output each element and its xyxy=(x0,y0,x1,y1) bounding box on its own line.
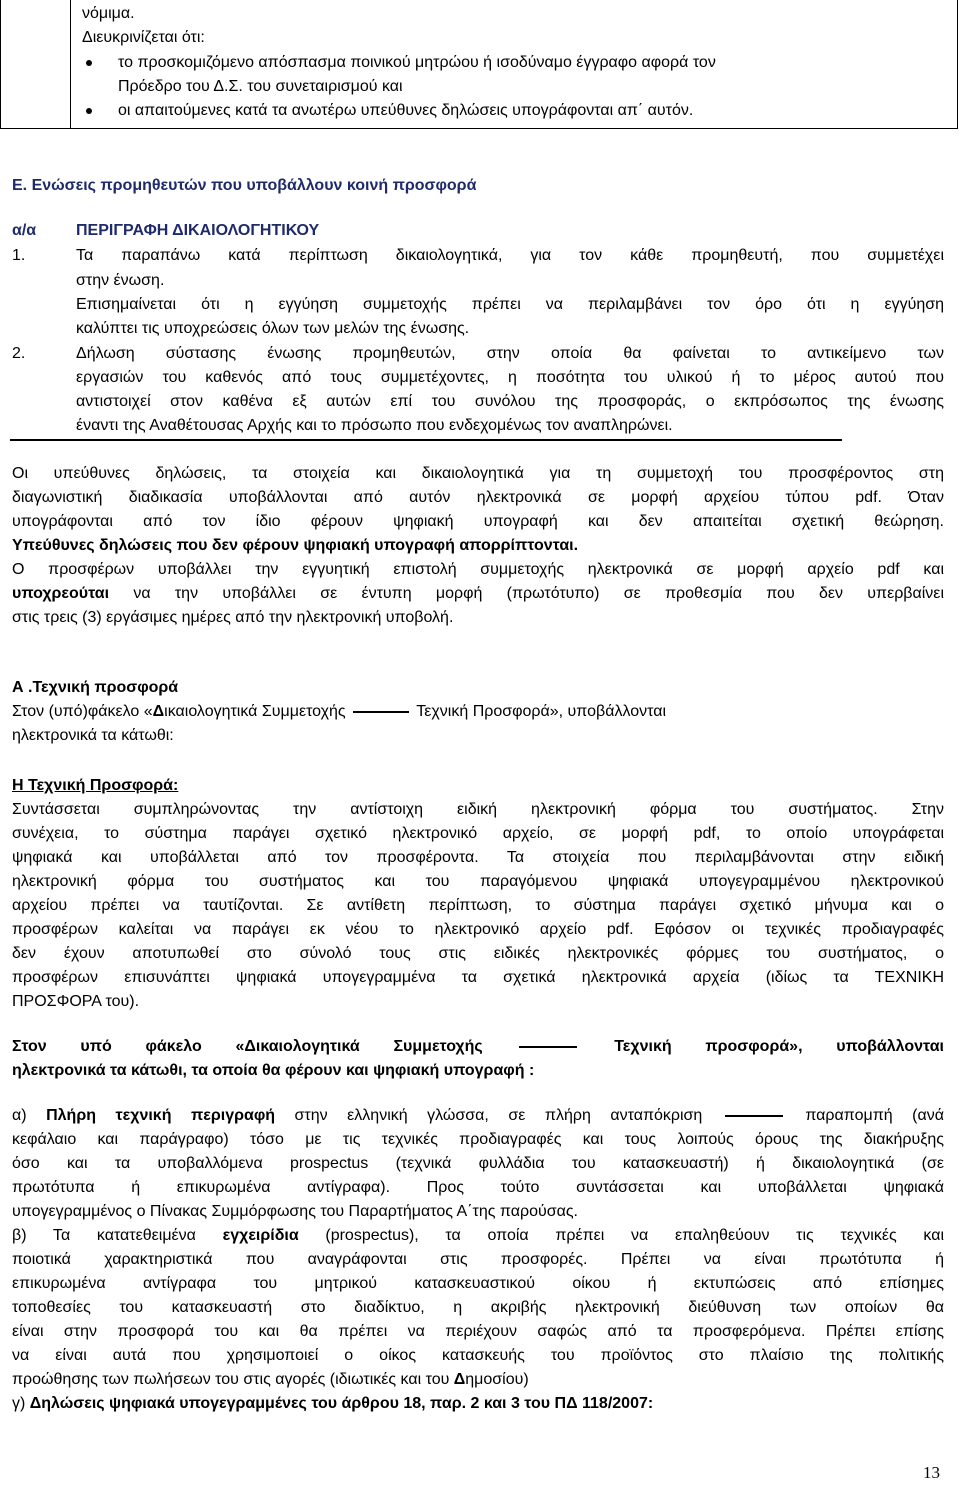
item-b-line: να είναι αυτά που χρησιμοποιεί ο οίκος κατασκευής του προϊόντος στο πλαίσιο της πολιτικής xyxy=(12,1347,944,1364)
row2-text: έναντι της Αναθέτουσας Αρχής και το πρόσωπο που ενδεχομένως τον αναπληρώνει. xyxy=(76,417,673,434)
text-run: Τεχνική Προσφορά», υποβάλλονται xyxy=(416,703,667,720)
item-b-line: επικυρωμένα αντίγραφα του μητρικού κατασκευαστικού οίκου ή εκτυπώσεις από επίσημες xyxy=(12,1275,944,1292)
bold-warning: Υπεύθυνες δηλώσεις που δεν φέρουν ψηφιακή υπογραφή απορρίπτονται. xyxy=(12,537,579,554)
item-b-line xyxy=(12,1369,529,1391)
text-run: παραπομπή (ανά xyxy=(805,1107,944,1124)
page-number: 13 xyxy=(923,1463,940,1482)
table-text-line: Διευκρινίζεται ότι: xyxy=(82,29,205,46)
bullet-icon xyxy=(86,108,92,114)
paragraph-line: Ο προσφέρων υποβάλλει την εγγυητική επιστολή συμμετοχής ηλεκτρονικά σε μορφή αρχείο pdf και xyxy=(12,561,944,578)
text-run: β) Τα κατατεθειμένα xyxy=(12,1227,223,1244)
text-run: (prospectus), τα οποία πρέπει να επαληθεύουν τις τεχνικές και xyxy=(298,1227,944,1244)
bullet-text: Πρόεδρο του Δ.Σ. του συνεταιρισμού και xyxy=(118,78,403,95)
text-run: στην ελληνική γλώσσα, σε πλήρη ανταπόκριση xyxy=(275,1107,703,1124)
item-a-line xyxy=(12,1105,944,1127)
tech-offer-line: Συντάσσεται συμπληρώνοντας την αντίστοιχη ειδική ηλεκτρονική φόρμα του συστήματος. Στην xyxy=(12,801,944,818)
row1-text: στην ένωση. xyxy=(76,272,165,289)
table-column-divider xyxy=(70,0,71,128)
dash-rule xyxy=(353,711,409,713)
section-a-line: ηλεκτρονικά τα κάτωθι: xyxy=(12,727,174,744)
item-b-line: τοποθεσίες του κατασκευαστή στο διαδίκτυο, η ακριβής ηλεκτρονική διεύθυνση των οποίων θα xyxy=(12,1299,944,1316)
bold-term: υποχρεούται xyxy=(12,585,110,602)
col-header-aa: α/α xyxy=(12,222,37,239)
col-header-description: ΠΕΡΙΓΡΑΦΗ ΔΙΚΑΙΟΛΟΓΗΤΙΚΟΥ xyxy=(76,222,320,239)
table-bottom-rule xyxy=(10,439,842,441)
bullet-text: οι απαιτούμενες κατά τα ανωτέρω υπεύθυνες δηλώσεις υπογράφονται απ΄ αυτόν. xyxy=(118,102,694,119)
item-a-line: πρωτότυπα ή επικυρωμένα αντίγραφα). Προς τούτο συντάσσεται και υποβάλλεται ψηφιακά xyxy=(12,1179,944,1196)
text-run: να την υποβάλλει σε έντυπη μορφή (πρωτότυπο) σε προθεσμία που δεν υπερβαίνει xyxy=(109,585,944,602)
dash-rule xyxy=(725,1115,783,1117)
paragraph-line: διαγωνιστική διαδικασία υποβάλλονται από αυτόν ηλεκτρονικά σε μορφή αρχείου τύπου pdf. Όταν xyxy=(12,489,944,506)
tech-offer-line: συνέχεια, το σύστημα παράγει σχετικό ηλεκτρονικό αρχείο, σε μορφή pdf, το οποίο υπογράφεται xyxy=(12,825,944,842)
section-a-title: Α .Τεχνική προσφορά xyxy=(12,679,179,696)
dash-rule xyxy=(519,1046,577,1048)
item-b-line: ποιοτικά χαρακτηριστικά που αναγράφονται στις προσφορές. Πρέπει να είναι πρωτότυπα ή xyxy=(12,1251,944,1268)
item-a-line: κεφάλαιο και παράγραφο) τόσο με τις τεχνικές προδιαγραφές και τους λοιπούς όρους της διακήρυξης xyxy=(12,1131,944,1148)
bold-term: Δηλώσεις ψηφιακά υπογεγραμμένες του άρθρου 18, παρ. 2 και 3 του ΠΔ 118/2007: xyxy=(29,1395,654,1412)
bold-term: Πλήρη τεχνική περιγραφή xyxy=(46,1107,276,1124)
row1-text: Τα παραπάνω κατά περίπτωση δικαιολογητικά, για τον κάθε προμηθευτή, που συμμετέχει xyxy=(76,247,944,264)
paragraph-line: υπογράφονται από τον ίδιο φέρουν ψηφιακή υπογραφή και δεν απαιτείται σχετική θεώρηση. xyxy=(12,513,944,530)
item-b-line: είναι στην προσφορά του και θα πρέπει να περιέχουν σαφώς από τα προσφερόμενα. Πρέπει επίσης xyxy=(12,1323,944,1340)
row1-text: καλύπτει τις υποχρεώσεις όλων των μελών της ένωσης. xyxy=(76,320,470,337)
table-text-line: νόμιμα. xyxy=(82,5,135,22)
item-b-line xyxy=(12,1225,944,1247)
item-label: α) xyxy=(12,1107,27,1124)
row2-text: εργασιών του καθενός από τους συμμετέχοντες, η ποσότητα του υλικού ή το μέρος αυτού που xyxy=(76,369,944,386)
tech-offer-line: δεν έχουν αποτυπωθεί στο σύνολό τους στις ειδικές ηλεκτρονικές φόρμες του συστήματος, ο xyxy=(12,945,944,962)
row1-text: Επισημαίνεται ότι η εγγύηση συμμετοχής πρέπει να περιλαμβάνει τον όρο ότι η εγγύηση xyxy=(76,296,944,313)
tech-offer-title: Η Τεχνική Προσφορά: xyxy=(12,777,179,794)
paragraph-line xyxy=(12,583,944,605)
envelope-line xyxy=(12,1036,944,1058)
bold-letter: Δ xyxy=(453,1371,466,1388)
tech-offer-line: ψηφιακά και υποβάλλεται από τον προσφέροντα. Τα στοιχεία που περιλαμβάνονται στην ειδική xyxy=(12,849,944,866)
row-number: 2. xyxy=(12,345,26,362)
item-a-line: υπογεγραμμένος ο Πίνακας Συμμόρφωσης του Παραρτήματος Α΄της παρούσας. xyxy=(12,1203,578,1220)
paragraph-line: στις τρεις (3) εργάσιμες ημέρες από την ηλεκτρονική υποβολή. xyxy=(12,609,454,626)
text-run: προώθησης των πωλήσεων του στις αγορές (ιδιωτικές και του xyxy=(12,1371,454,1388)
envelope-line: ηλεκτρονικά τα κάτωθι, τα οποία θα φέρουν και ψηφιακή υπογραφή : xyxy=(12,1062,535,1079)
bold-term: εγχειρίδια xyxy=(222,1227,299,1244)
item-a-line: όσο και τα υποβαλλόμενα prospectus (τεχνικά φυλλάδια του κατασκευαστή) ή δικαιολογητικά (σε xyxy=(12,1155,944,1172)
tech-offer-line: προσφέρων επισυνάπτει ψηφιακά υπογεγραμμένα τα σχετικά ηλεκτρονικά αρχεία (ιδίως τα ΤΕΧΝΙΚΗ xyxy=(12,969,944,986)
row-number: 1. xyxy=(12,247,26,264)
tech-offer-line: αρχείου πρέπει να ταυτίζονται. Σε αντίθετη περίπτωση, το σύστημα παράγει σχετικό μήνυμα και ο xyxy=(12,897,944,914)
section-a-line xyxy=(12,701,666,723)
bullet-text: το προσκομιζόμενο απόσπασμα ποινικού μητρώου ή ισοδύναμο έγγραφο αφορά τον xyxy=(118,54,716,71)
tech-offer-line: ηλεκτρονική φόρμα του συστήματος και του παραγόμενου ψηφιακά υπογεγραμμένου ηλεκτρονικού xyxy=(12,873,944,890)
tech-offer-line: προσφέρων καλείται να παράγει εκ νέου το ηλεκτρονικό αρχείο pdf. Εφόσον οι τεχνικές προδιαγραφές xyxy=(12,921,944,938)
text-run: Στον (υπό)φάκελο « xyxy=(12,703,153,720)
bullet-icon xyxy=(86,60,92,66)
section-e-title: Ε. Ενώσεις προμηθευτών που υποβάλλουν κοινή προσφορά xyxy=(12,177,477,194)
tech-offer-line: ΠΡΟΣΦΟΡΑ του). xyxy=(12,993,140,1010)
text-run: ημοσίου) xyxy=(465,1371,529,1388)
bold-letter: Δ xyxy=(152,703,165,720)
item-c-line xyxy=(12,1393,653,1415)
text-run: Στον υπό φάκελο «Δικαιολογητικά Συμμετοχής xyxy=(12,1038,483,1055)
text-run: Τεχνική προσφορά», υποβάλλονται xyxy=(614,1038,944,1055)
row2-text: αντιστοιχεί στον καθένα εξ αυτών επί του συνόλου της προσφοράς, ο εκπρόσωπος της ένωσης xyxy=(76,393,944,410)
text-run: γ) xyxy=(12,1395,30,1412)
row2-text: Δήλωση σύστασης ένωσης προμηθευτών, στην οποία θα φαίνεται το αντικείμενο των xyxy=(76,345,944,362)
paragraph-line: Οι υπεύθυνες δηλώσεις, τα στοιχεία και δικαιολογητικά για τη συμμετοχή του προσφέροντος στη xyxy=(12,465,944,482)
text-run: ικαιολογητικά Συμμετοχής xyxy=(164,703,346,720)
